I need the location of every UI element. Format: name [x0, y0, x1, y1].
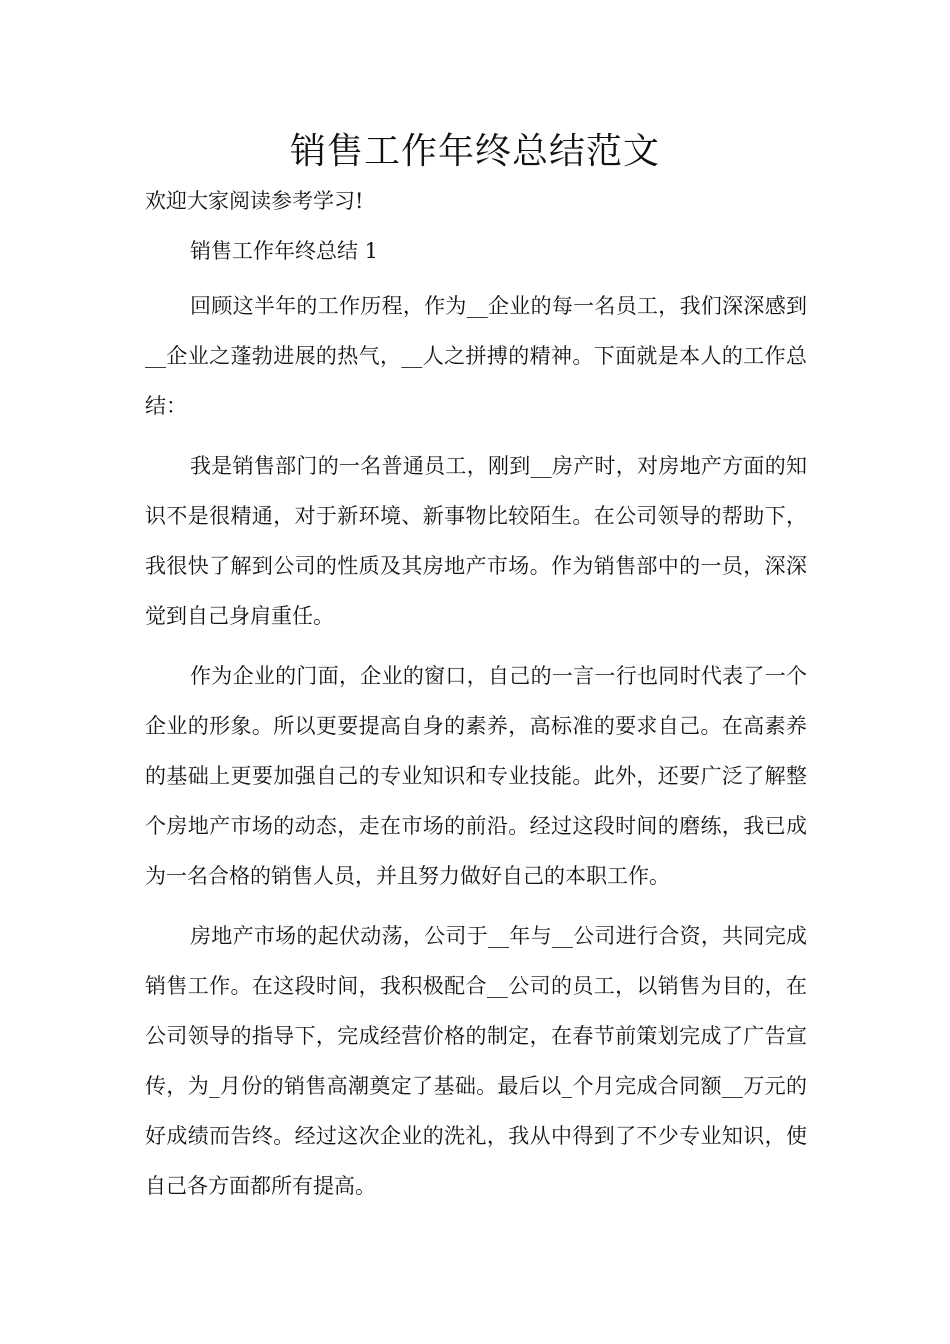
intro-text: 欢迎大家阅读参考学习!	[145, 189, 364, 213]
paragraph-3: 作为企业的门面，企业的窗口，自己的一言一行也同时代表了一个企业的形象。所以更要提高自身的素养，高标准的要求自己。在高素养的基础上更要加强自己的专业知识和专业技能。此外，还要广泛了解整个房地产市场的动态，走在市场的前沿。经过这段时间的磨练，我已成为一名合格的销售人员，并且努力做好自己的本职工作。	[145, 664, 807, 888]
paragraph-2: 我是销售部门的一名普通员工，刚到__房产时，对房地产方面的知识不是很精通，对于新环境、新事物比较陌生。在公司领导的帮助下，我很快了解到公司的性质及其房地产市场。作为销售部中的一员，深深觉到自己身肩重任。	[145, 454, 807, 628]
paragraph-4: 房地产市场的起伏动荡，公司于__年与__公司进行合资，共同完成销售工作。在这段时间，我积极配合__公司的员工，以销售为目的，在公司领导的指导下，完成经营价格的制定，在春节前策划完成了广告宣传，为_月份的销售高潮奠定了基础。最后以_个月完成合同额__万元的好成绩而告终。经过这次企业的洗礼，我从中得到了不少专业知识，使自己各方面都所有提高。	[145, 924, 807, 1198]
paragraph-1: 回顾这半年的工作历程，作为__企业的每一名员工，我们深深感到__企业之蓬勃进展的热气，__人之拼搏的精神。下面就是本人的工作总结：	[145, 294, 807, 418]
document-title: 销售工作年终总结范文	[289, 131, 660, 172]
document-body	[145, 181, 807, 1211]
section-title: 销售工作年终总结 1	[190, 239, 379, 263]
